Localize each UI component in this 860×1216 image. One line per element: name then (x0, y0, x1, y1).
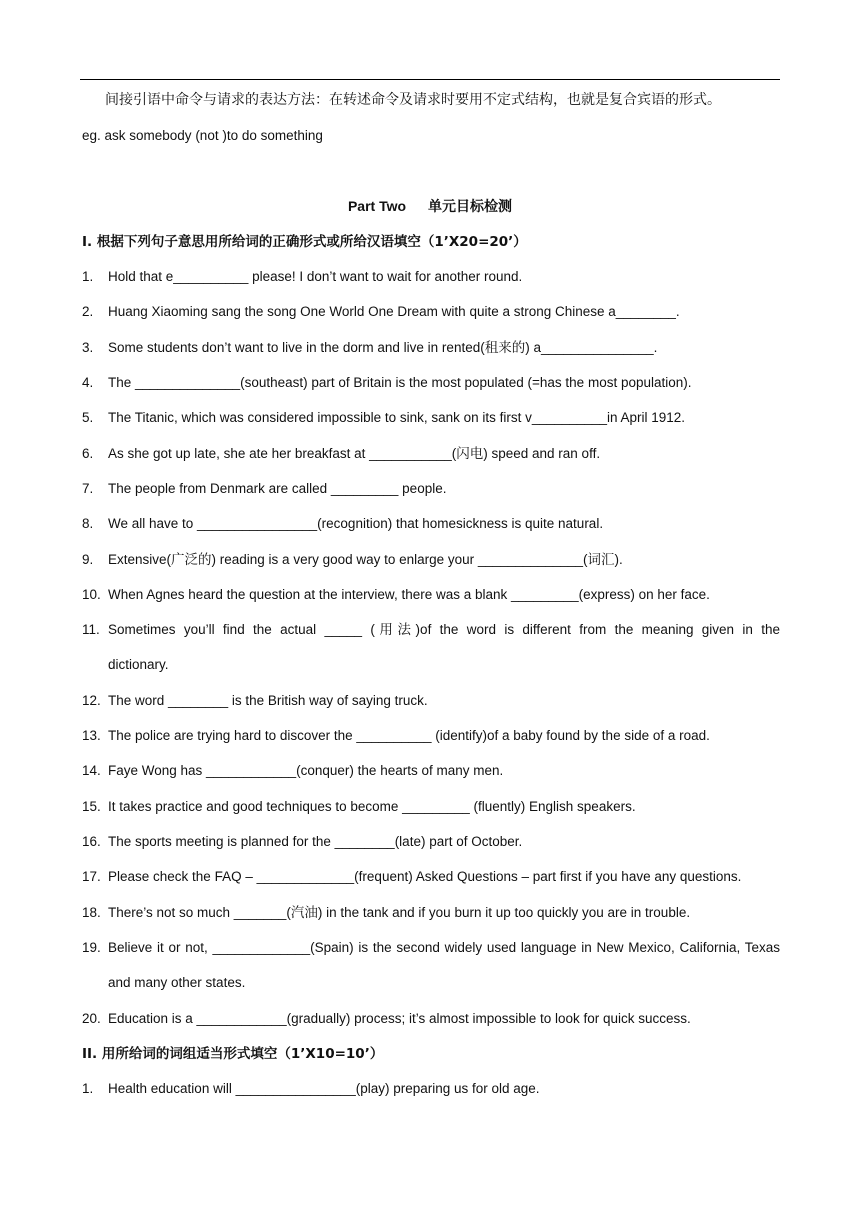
question-number: 6. (82, 446, 94, 461)
question-text: Faye Wong has ____________(conquer) the hearts of many men. (108, 763, 504, 778)
question-text: The Titanic, which was considered impossible to sink, sank on its first v__________in April 1912. (108, 410, 686, 425)
question-text: We all have to ________________(recognition) that homesickness is quite natural. (108, 516, 604, 531)
question-number: 20. (82, 1011, 101, 1026)
part-title-cn: 单元目标检测 (428, 199, 513, 215)
question-number: 15. (82, 799, 101, 814)
question-number: 17. (82, 869, 101, 884)
question-text: The people from Denmark are called _________ people. (108, 481, 447, 496)
question-number: 1. (82, 1081, 94, 1096)
header-rule (80, 79, 780, 80)
question-text-continued: and many other states. (108, 975, 246, 990)
intro-note: 间接引语中命令与请求的表达方法：在转述命令及请求时要用不定式结构，也就是复合宾语的形式。 (105, 92, 721, 108)
question-text: Sometimes you’ll find the actual _____ (用法)of the word is different from the meaning given in the (108, 622, 780, 637)
question-number: 16. (82, 834, 101, 849)
question-text: Extensive(广泛的) reading is a very good way to enlarge your ______________(词汇). (108, 552, 623, 567)
question-number: 2. (82, 304, 94, 319)
question-number: 13. (82, 728, 101, 743)
question-number: 4. (82, 375, 94, 390)
question-number: 18. (82, 905, 101, 920)
section-1-heading: I. 根据下列句子意思用所给词的正确形式或所给汉语填空（1’X20=20’） (82, 234, 527, 250)
question-text: The ______________(southeast) part of Britain is the most populated (=has the most population). (108, 375, 692, 390)
question-text: Please check the FAQ – _____________(frequent) Asked Questions – part first if you have any questions. (108, 869, 742, 884)
question-text: Huang Xiaoming sang the song One World One Dream with quite a strong Chinese a________. (108, 304, 680, 319)
question-text: It takes practice and good techniques to become _________ (fluently) English speakers. (108, 799, 636, 814)
question-text: As she got up late, she ate her breakfast at ___________(闪电) speed and ran off. (108, 446, 601, 461)
question-text: Some students don’t want to live in the dorm and live in rented(租来的) a_______________. (108, 340, 658, 355)
question-text-continued: dictionary. (108, 657, 169, 672)
intro-example: eg. ask somebody (not )to do something (82, 128, 323, 143)
part-title (0, 196, 860, 217)
question-number: 12. (82, 693, 101, 708)
question-text: Health education will ________________(play) preparing us for old age. (108, 1081, 540, 1096)
question-text: Hold that e__________ please! I don’t want to wait for another round. (108, 269, 523, 284)
question-number: 8. (82, 516, 94, 531)
part-title-en: Part Two (347, 198, 407, 214)
question-number: 5. (82, 410, 94, 425)
section-2-heading: II. 用所给词的词组适当形式填空（1’X10=10’） (82, 1046, 384, 1062)
question-text: The word ________ is the British way of saying truck. (108, 693, 428, 708)
question-text: Believe it or not, _____________(Spain) is the second widely used language in New Mexico, California, Texas (108, 940, 780, 955)
question-text: The police are trying hard to discover the __________ (identify)of a baby found by the side of a road. (108, 728, 710, 743)
question-text: The sports meeting is planned for the ________(late) part of October. (108, 834, 523, 849)
question-number: 9. (82, 552, 94, 567)
question-text: Education is a ____________(gradually) process; it’s almost impossible to look for quick success. (108, 1011, 691, 1026)
question-number: 14. (82, 763, 101, 778)
question-number: 1. (82, 269, 94, 284)
question-number: 3. (82, 340, 94, 355)
question-number: 11. (82, 622, 100, 637)
question-text: There’s not so much _______(汽油) in the tank and if you burn it up too quickly you are in trouble. (108, 905, 691, 920)
question-text: When Agnes heard the question at the interview, there was a blank _________(express) on her face. (108, 587, 710, 602)
question-number: 19. (82, 940, 101, 955)
question-number: 10. (82, 587, 101, 602)
question-number: 7. (82, 481, 94, 496)
